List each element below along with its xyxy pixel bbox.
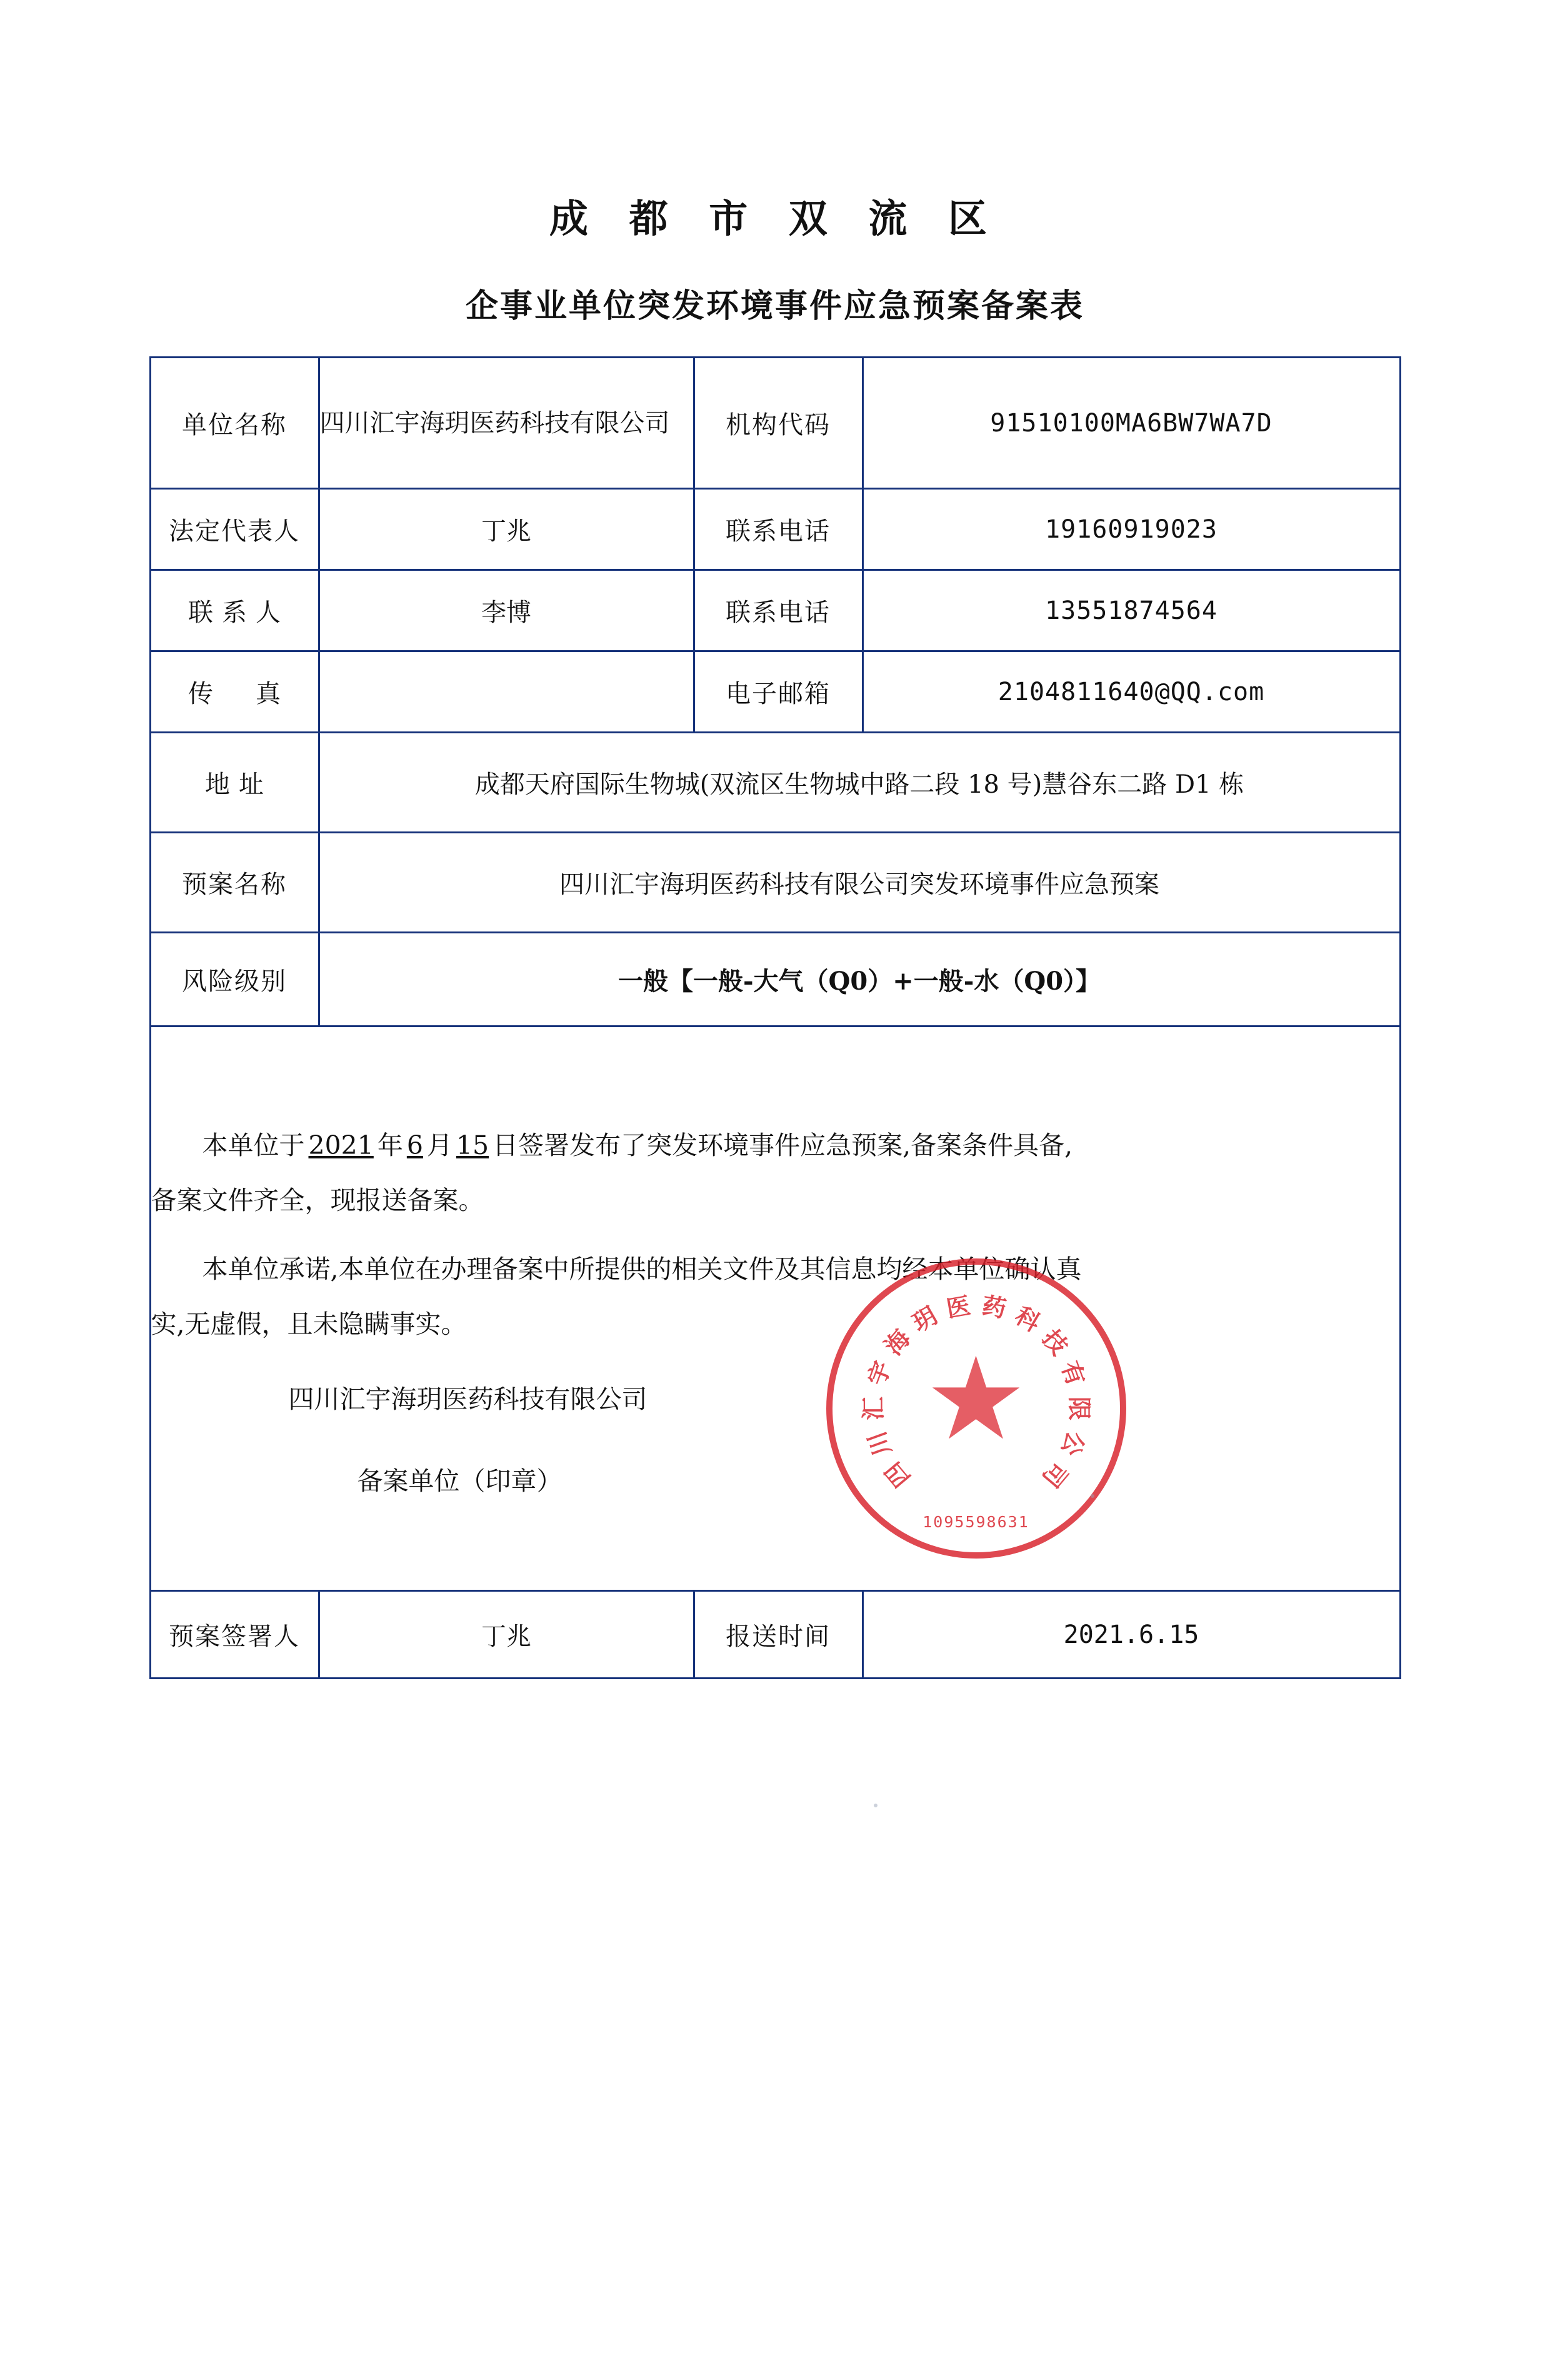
statement-p1-a: 本单位于 bbox=[202, 1130, 305, 1160]
email-value: 2104811640@QQ.com bbox=[862, 651, 1400, 733]
signature-company: 四川汇宇海玥医药科技有限公司 bbox=[288, 1384, 648, 1414]
page-title: 成 都 市 双 流 区 bbox=[549, 196, 1001, 241]
contact-value: 李博 bbox=[319, 570, 694, 651]
statement-year: 2021 bbox=[308, 1130, 374, 1160]
statement-p1-c: 月 bbox=[426, 1130, 452, 1160]
contact-phone-value: 13551874564 bbox=[862, 570, 1400, 651]
seal-ring-char: 司 bbox=[1036, 1457, 1074, 1494]
table-row bbox=[150, 358, 1400, 489]
scan-speck bbox=[874, 1804, 878, 1807]
legal-phone-value: 19160919023 bbox=[862, 489, 1400, 570]
unit-name-value: 四川汇宇海玥医药科技有限公司 bbox=[319, 358, 694, 489]
seal-ring-char: 四 bbox=[878, 1457, 916, 1494]
risk-level-label: 风险级别 bbox=[150, 933, 319, 1027]
statement-month: 6 bbox=[406, 1130, 423, 1160]
seal-ring-char: 有 bbox=[1055, 1357, 1091, 1390]
scan-speck bbox=[1091, 1494, 1094, 1498]
statement-day: 15 bbox=[456, 1130, 489, 1160]
legal-phone-label: 联系电话 bbox=[694, 489, 862, 570]
seal-ring-char: 科 bbox=[1010, 1301, 1045, 1338]
seal-ring-char: 药 bbox=[979, 1291, 1008, 1323]
seal-ring-char: 医 bbox=[944, 1291, 972, 1323]
table-row bbox=[150, 833, 1400, 933]
page-subtitle: 企事业单位突发环境事件应急预案备案表 bbox=[465, 288, 1084, 325]
unit-name-label: 单位名称 bbox=[150, 358, 319, 489]
plan-name-value: 四川汇宇海玥医药科技有限公司突发环境事件应急预案 bbox=[319, 833, 1400, 933]
statement-paragraph-2-line1: 本单位承诺,本单位在办理备案中所提供的相关文件及其信息均经本单位确认真 bbox=[202, 1254, 1082, 1284]
table-row bbox=[150, 1591, 1400, 1679]
table-row bbox=[150, 933, 1400, 1027]
seal-code: 1095598631 bbox=[922, 1513, 1029, 1531]
contact-phone-label: 联系电话 bbox=[694, 570, 862, 651]
seal-ring-char: 宇 bbox=[861, 1357, 897, 1390]
record-form-table bbox=[149, 356, 1401, 1679]
table-row-statement bbox=[150, 1027, 1400, 1591]
seal-ring-char: 汇 bbox=[859, 1396, 887, 1421]
statement-p1-b: 年 bbox=[377, 1130, 403, 1160]
address-label: 地址 bbox=[150, 733, 319, 833]
seal-ring-char: 限 bbox=[1065, 1396, 1093, 1421]
table-row bbox=[150, 651, 1400, 733]
seal-ring-char: 川 bbox=[861, 1427, 897, 1460]
signature-unit-label: 备案单位（印章） bbox=[357, 1466, 562, 1496]
table-row bbox=[150, 733, 1400, 833]
submit-time-value: 2021.6.15 bbox=[862, 1591, 1400, 1679]
fax-label: 传 真 bbox=[150, 651, 319, 733]
seal-ring-char: 玥 bbox=[907, 1301, 942, 1338]
statement-paragraph-1-line2: 备案文件齐全，现报送备案。 bbox=[151, 1185, 484, 1215]
address-value: 成都天府国际生物城(双流区生物城中路二段 18 号)慧谷东二路 D1 栋 bbox=[319, 733, 1400, 833]
plan-name-label: 预案名称 bbox=[150, 833, 319, 933]
risk-level-value: 一般【一般-大气（Q0）+一般-水（Q0）】 bbox=[319, 933, 1400, 1027]
table-row bbox=[150, 489, 1400, 570]
fax-value bbox=[319, 651, 694, 733]
seal-ring-char: 技 bbox=[1036, 1323, 1074, 1360]
email-label: 电子邮箱 bbox=[694, 651, 862, 733]
table-row bbox=[150, 570, 1400, 651]
legal-rep-value: 丁兆 bbox=[319, 489, 694, 570]
contact-label: 联系人 bbox=[150, 570, 319, 651]
org-code-label: 机构代码 bbox=[694, 358, 862, 489]
org-code-value: 91510100MA6BW7WA7D bbox=[862, 358, 1400, 489]
document-page bbox=[0, 188, 1550, 2380]
seal-ring-char: 公 bbox=[1055, 1427, 1091, 1460]
signer-label: 预案签署人 bbox=[150, 1591, 319, 1679]
statement-paragraph-2-line2: 实,无虚假，且未隐瞒事实。 bbox=[151, 1309, 467, 1339]
statement-cell bbox=[150, 1027, 1400, 1591]
submit-time-label: 报送时间 bbox=[694, 1591, 862, 1679]
legal-rep-label: 法定代表人 bbox=[150, 489, 319, 570]
statement-paragraph-1 bbox=[151, 1120, 1399, 1171]
signer-value: 丁兆 bbox=[319, 1591, 694, 1679]
seal-ring-char: 海 bbox=[878, 1323, 916, 1360]
statement-p1-d: 日签署发布了突发环境事件应急预案,备案条件具备, bbox=[492, 1130, 1073, 1160]
